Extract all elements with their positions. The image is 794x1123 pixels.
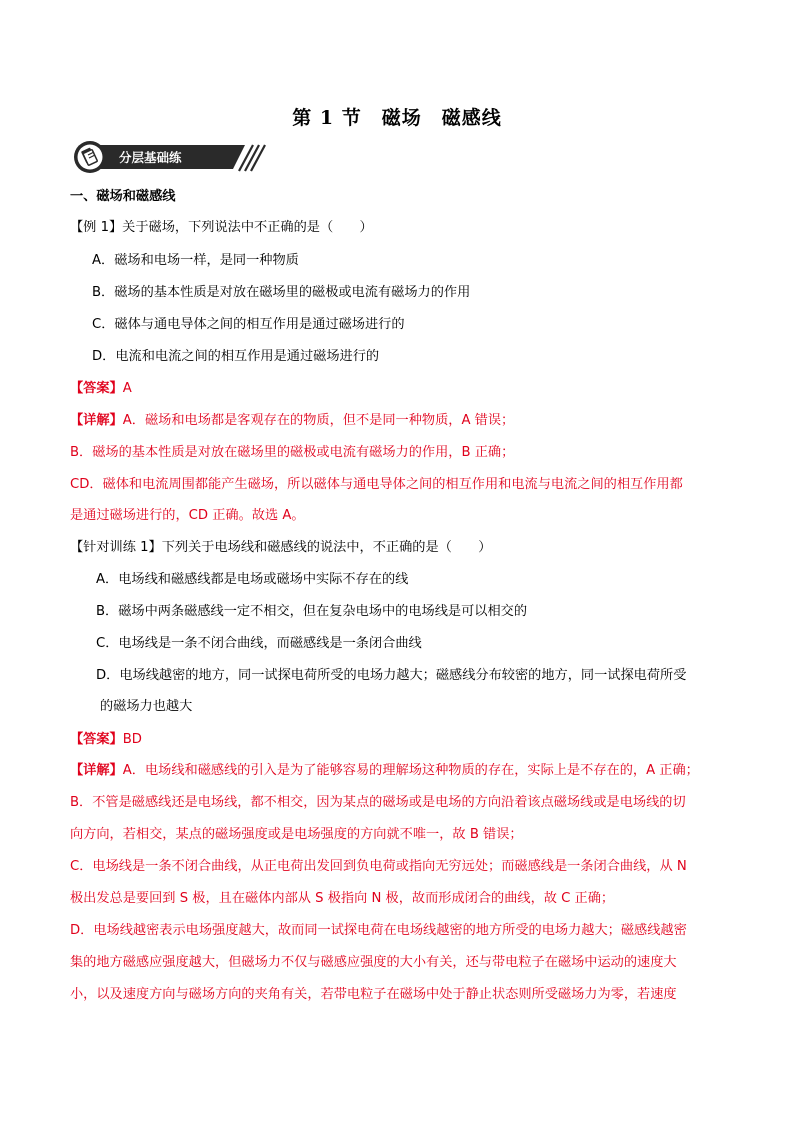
- detail-line: 向方向，若相交，某点的磁场强度或是电场强度的方向就不唯一，故 B 错误；: [70, 827, 523, 842]
- banner-graphic: [73, 140, 267, 174]
- detail-line: CD．磁体和电流周围都能产生磁场，所以磁体与通电导体之间的相互作用和电流与电流之间的相互作用都: [70, 477, 683, 492]
- answer-value: A: [122, 381, 132, 396]
- section-banner: [73, 140, 267, 174]
- option-d: D．电场线越密的地方，同一试探电荷所受的电场力越大；磁感线分布较密的地方，同一试探电荷所受: [96, 668, 687, 683]
- example-tag: 【例 1】: [70, 220, 123, 235]
- section-heading: 一、磁场和磁感线: [70, 189, 176, 204]
- option-b: B．磁场中两条磁感线一定不相交，但在复杂电场中的电场线是可以相交的: [96, 604, 528, 619]
- detail-line: [70, 761, 699, 781]
- detail-line: B．磁场的基本性质是对放在磁场里的磁极或电流有磁场力的作用，B 正确；: [70, 445, 515, 460]
- detail-line: C．电场线是一条不闭合曲线，从正电荷出发回到负电荷或指向无穷远处；而磁感线是一条闭合曲线，从 N: [70, 859, 687, 874]
- option-d-continued: 的磁场力也越大: [100, 699, 193, 714]
- answer-tag: 【答案】: [70, 381, 123, 396]
- detail-tag: 【详解】: [70, 413, 123, 428]
- detail-line: 极出发总是要回到 S 极，且在磁体内部从 S 极指向 N 极，故而形成闭合的曲线，故 C 正确；: [70, 891, 615, 906]
- option-c: C．电场线是一条不闭合曲线，而磁感线是一条闭合曲线: [96, 636, 422, 651]
- option-c: C．磁体与通电导体之间的相互作用是通过磁场进行的: [92, 317, 405, 332]
- detail-line: 集的地方磁感应强度越大，但磁场力不仅与磁感应强度的大小有关，还与带电粒子在磁场中运动的速度大: [70, 955, 677, 970]
- detail-line: D．电场线越密表示电场强度越大，故而同一试探电荷在电场线越密的地方所受的电场力越大；磁感线越密: [70, 923, 687, 938]
- detail-line: [70, 411, 514, 431]
- page-title: 第 1 节 磁场 磁感线: [292, 107, 502, 129]
- answer-tag: 【答案】: [70, 732, 123, 747]
- option-a: A．电场线和磁感线都是电场或磁场中实际不存在的线: [96, 572, 409, 587]
- detail-text: A．磁场和电场都是客观存在的物质，但不是同一种物质，A 错误；: [122, 413, 515, 428]
- detail-tag: 【详解】: [70, 763, 123, 778]
- detail-line: 小，以及速度方向与磁场方向的夹角有关，若带电粒子在磁场中处于静止状态则所受磁场力为零，若速度: [70, 987, 677, 1002]
- detail-line: 是通过磁场进行的，CD 正确。故选 A。: [70, 508, 305, 523]
- question-text: 下列关于电场线和磁感线的说法中，不正确的是（ ）: [161, 540, 492, 555]
- training-tag: 【针对训练 1】: [70, 540, 162, 555]
- training-question: [70, 538, 491, 558]
- answer-value: BD: [122, 732, 142, 747]
- option-d: D．电流和电流之间的相互作用是通过磁场进行的: [92, 349, 380, 364]
- option-b: B．磁场的基本性质是对放在磁场里的磁极或电流有磁场力的作用: [92, 285, 471, 300]
- question-text: 关于磁场，下列说法中不正确的是（ ）: [122, 220, 373, 235]
- option-a: A．磁场和电场一样，是同一种物质: [92, 253, 299, 268]
- banner-label: 分层基础练: [119, 150, 182, 165]
- answer-line: [70, 730, 142, 750]
- answer-line: [70, 379, 132, 399]
- detail-line: B．不管是磁感线还是电场线，都不相交，因为某点的磁场或是电场的方向沿着该点磁场线或是电场线的切: [70, 795, 686, 810]
- detail-text: A．电场线和磁感线的引入是为了能够容易的理解场这种物质的存在，实际上是不存在的，A 正确；: [122, 763, 699, 778]
- example-question: [70, 218, 373, 238]
